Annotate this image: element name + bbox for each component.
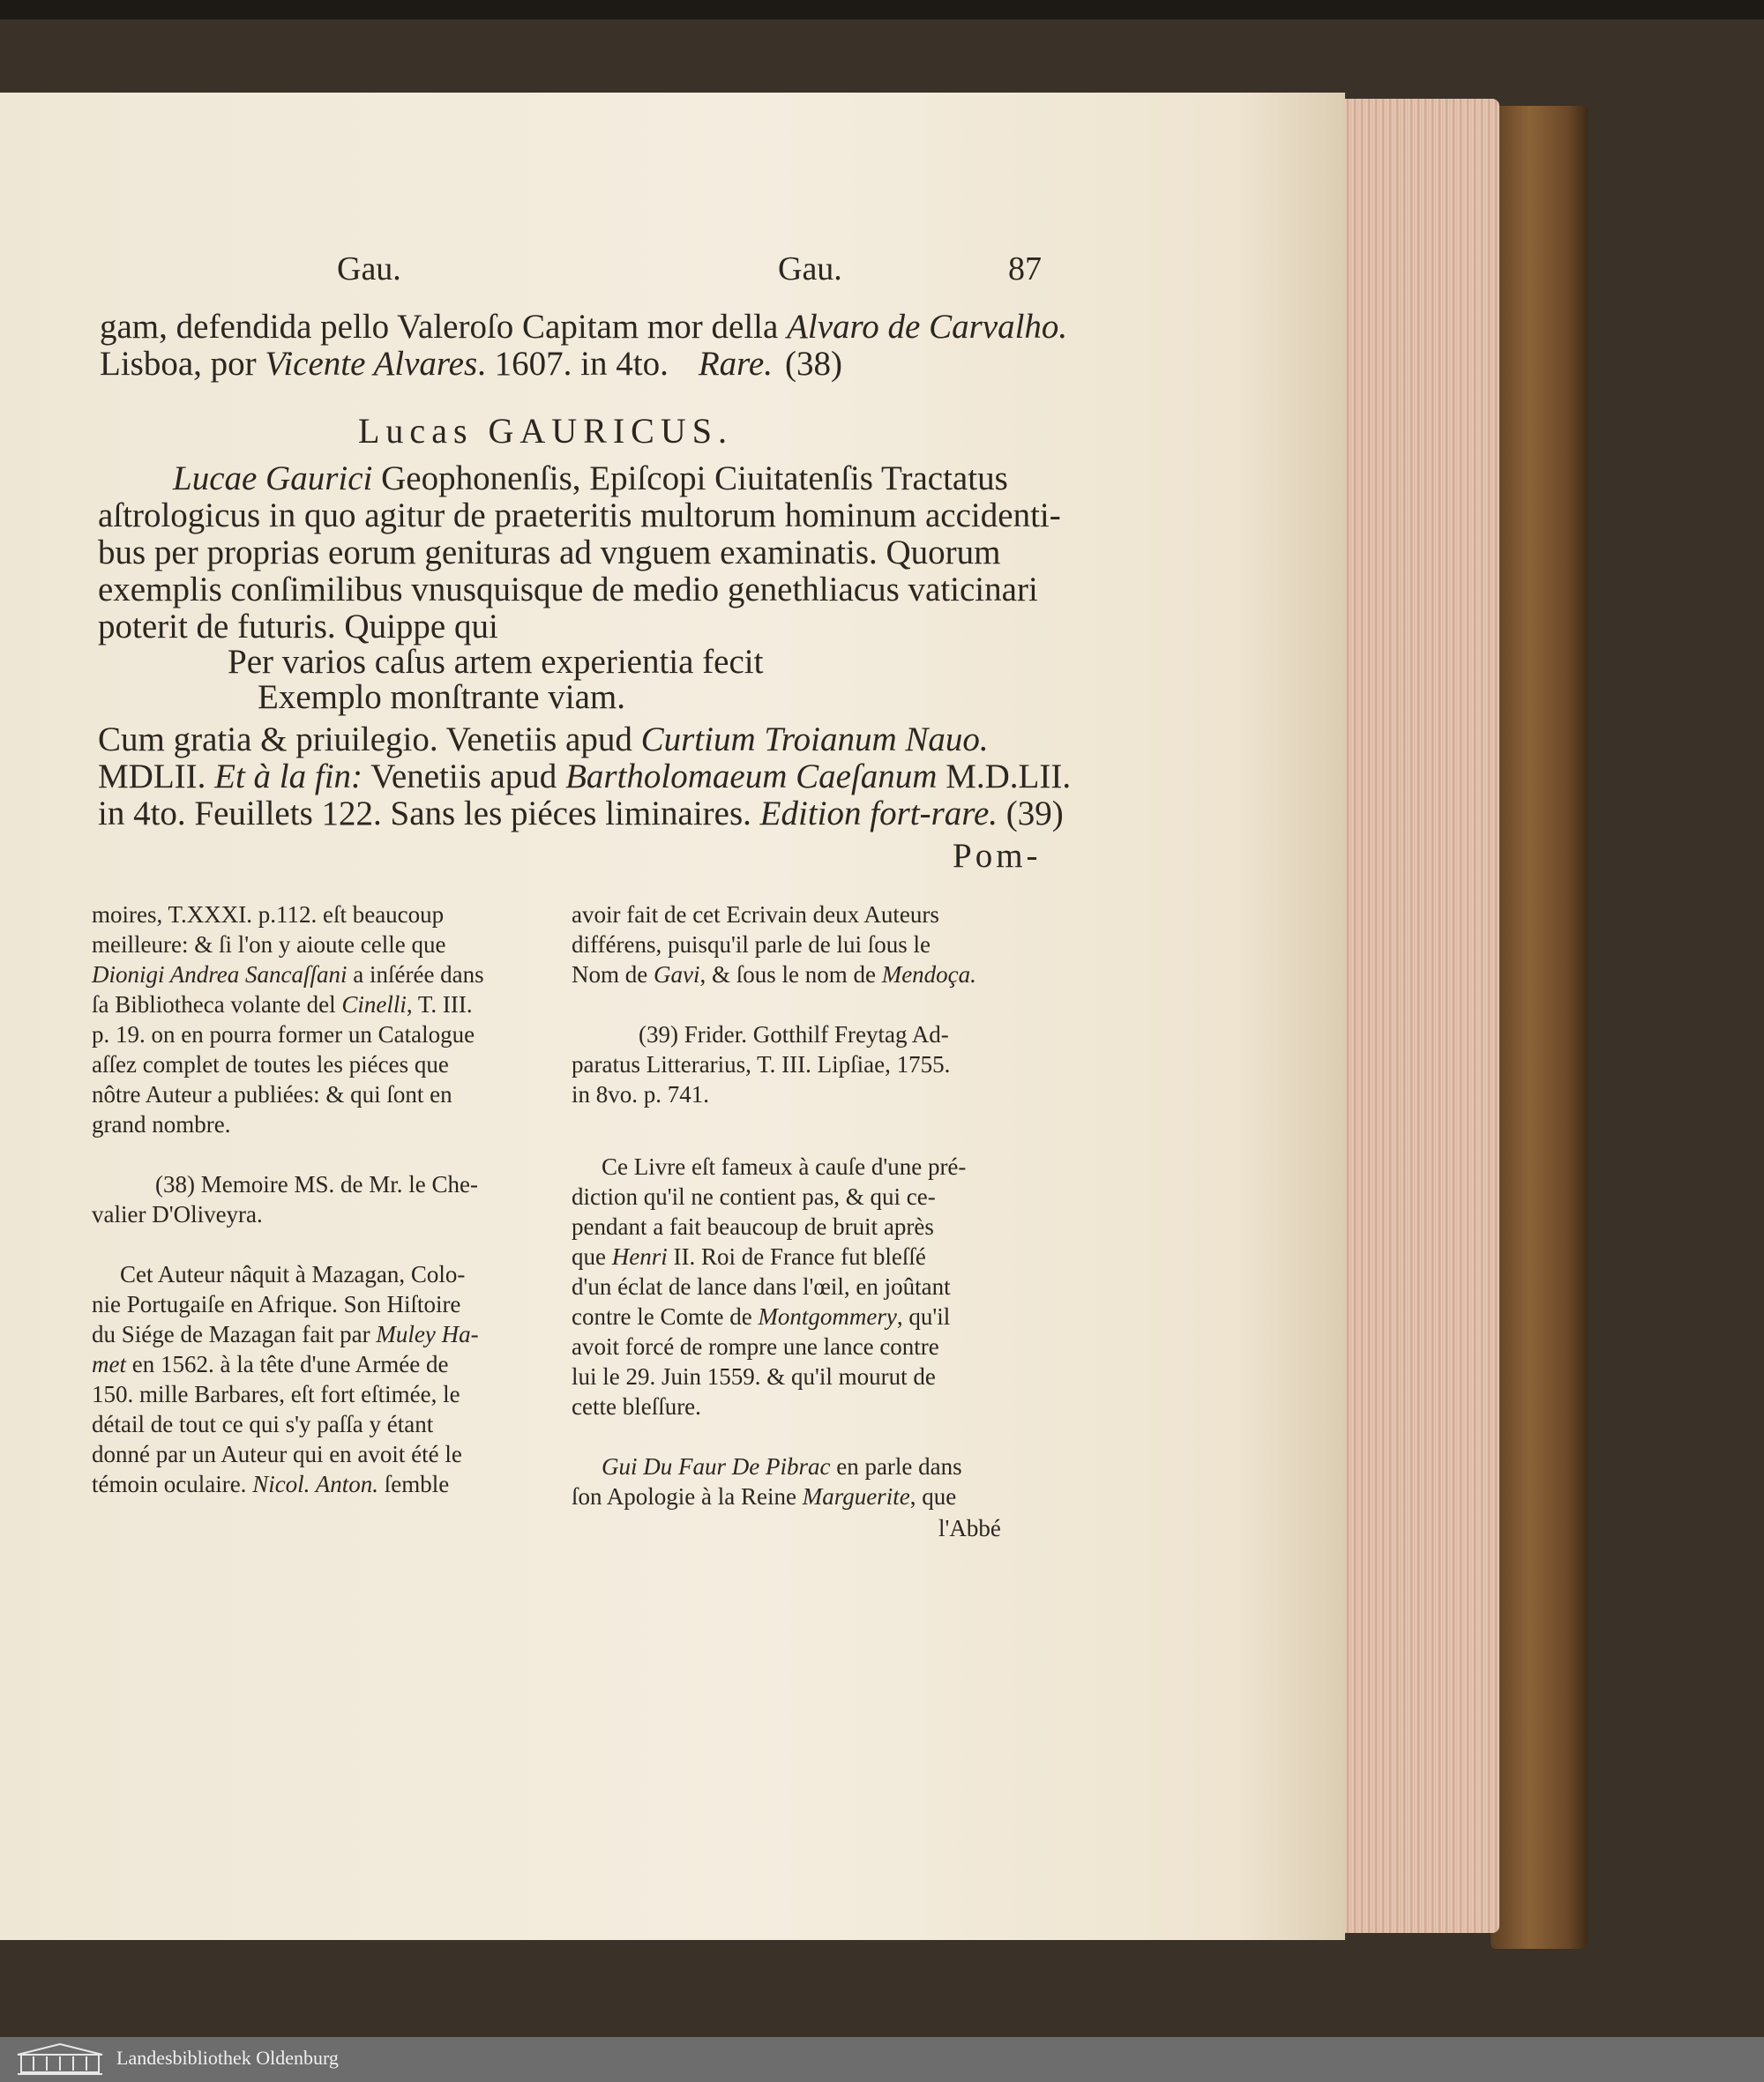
catchword-main: Pom- — [953, 837, 1042, 875]
right-col-p3-line-2: diction qu'il ne contient pas, & qui ce- — [572, 1183, 936, 1210]
right-col-p3-line-5: d'un éclat de lance dans l'œil, en joûtant — [572, 1273, 951, 1300]
right-col-p3-line-6: contre le Comte de Montgommery, qu'il — [572, 1303, 951, 1330]
catchword-right-column: l'Abbé — [938, 1515, 1001, 1541]
entry-title: Lucas GAURICUS. — [358, 411, 733, 451]
verse-line-1: Per varios caſus artem experientia fecit — [228, 643, 764, 681]
left-col-line-8: grand nombre. — [92, 1111, 231, 1138]
left-col-p3-line-1: Cet Auteur nâquit à Mazagan, Colo- — [120, 1261, 466, 1287]
top-entry-line-1: gam, defendida pello Valeroſo Capitam mor della Alvaro de Carvalho. — [100, 308, 1068, 346]
page-edges — [1336, 99, 1499, 1933]
right-col-p3-line-3: pendant a fait beaucoup de bruit après — [572, 1213, 934, 1240]
footnote-38-line-1: (38) Memoire MS. de Mr. le Che- — [155, 1171, 478, 1198]
book-cover-edge — [1491, 106, 1588, 1949]
right-col-p3-line-8: lui le 29. Juin 1559. & qu'il mourut de — [572, 1363, 936, 1390]
running-head-left: Gau. — [337, 250, 401, 287]
top-entry-line-2: Lisboa, por Vicente Alvares. 1607. in 4to. Rare. (38) — [100, 345, 842, 383]
left-col-p3-line-2: nie Portugaiſe en Afrique. Son Hiſtoire — [92, 1291, 461, 1317]
right-col-p3-line-4: que Henri II. Roi de France fut bleſſé — [572, 1243, 926, 1270]
library-building-icon — [16, 2042, 104, 2076]
entry-line-4: exemplis conſimilibus vnusquisque de medio genethliacus vaticinari — [98, 571, 1038, 608]
left-col-p3-line-8: témoin oculaire. Nicol. Anton. ſemble — [92, 1471, 450, 1497]
library-name: Landesbibliothek Oldenburg — [116, 2047, 339, 2069]
left-col-line-6: aſſez complet de toutes les piéces que — [92, 1051, 449, 1078]
footnote-38-line-2: valier D'Oliveyra. — [92, 1201, 263, 1228]
left-col-line-7: nôtre Auteur a publiées: & qui ſont en — [92, 1081, 452, 1108]
left-col-p3-line-6: détail de tout ce qui s'y paſſa y étant — [92, 1411, 434, 1437]
left-col-line-2: meilleure: & ſi l'on y aioute celle que — [92, 931, 446, 958]
left-col-line-3: Dionigi Andrea Sancaſſani a inſérée dans — [92, 961, 484, 988]
footnote-39-line-3: in 8vo. p. 741. — [572, 1081, 710, 1108]
right-col-p4-line-1: Gui Du Faur De Pibrac en parle dans — [602, 1453, 962, 1480]
right-col-p3-line-7: avoit forcé de rompre une lance contre — [572, 1333, 939, 1360]
imprint-line-1: Cum gratia & priuilegio. Venetiis apud Curtium Troianum Nauo. — [98, 720, 989, 758]
left-col-p3-line-4: met en 1562. à la tête d'une Armée de — [92, 1351, 449, 1377]
footnote-39-line-2: paratus Litterarius, T. III. Lipſiae, 1755. — [572, 1051, 951, 1078]
verse-line-2: Exemplo monſtrante viam. — [258, 678, 625, 716]
page-number: 87 — [1008, 250, 1042, 287]
entry-line-3: bus per proprias eorum genituras ad vnguem examinatis. Quorum — [98, 534, 1001, 571]
right-col-line-1: avoir fait de cet Ecrivain deux Auteurs — [572, 901, 939, 928]
left-col-line-1: moires, T.XXXI. p.112. eſt beaucoup — [92, 901, 445, 928]
left-col-p3-line-5: 150. mille Barbares, eſt fort eſtimée, le — [92, 1381, 460, 1407]
right-col-line-2: différens, puisqu'il parle de lui ſous le — [572, 931, 931, 958]
left-col-line-4: ſa Bibliotheca volante del Cinelli, T. III. — [92, 991, 473, 1018]
running-head-center: Gau. — [778, 250, 842, 287]
footnote-39-line-1: (39) Frider. Gotthilf Freytag Ad- — [639, 1021, 949, 1048]
left-col-line-5: p. 19. on en pourra former un Catalogue — [92, 1021, 475, 1048]
left-col-p3-line-7: donné par un Auteur qui en avoit été le — [92, 1441, 462, 1467]
imprint-line-2: MDLII. Et à la fin: Venetiis apud Bartholomaeum Caeſanum M.D.LII. — [98, 757, 1072, 795]
right-col-p3-line-9: cette bleſſure. — [572, 1393, 701, 1420]
right-col-line-3: Nom de Gavi, & ſous le nom de Mendoça. — [572, 961, 976, 988]
entry-line-2: aſtrologicus in quo agitur de praeteritis multorum hominum accidenti- — [98, 496, 1061, 534]
entry-line-1: Lucae Gaurici Geophonenſis, Epiſcopi Ciuitatenſis Tractatus — [173, 459, 1008, 497]
imprint-line-3: in 4to. Feuillets 122. Sans les piéces liminaires. Edition fort-rare. (39) — [98, 795, 1064, 832]
top-edge — [0, 0, 1764, 19]
left-col-p3-line-3: du Siége de Mazagan fait par Muley Ha- — [92, 1321, 479, 1347]
right-col-p3-line-1: Ce Livre eſt fameux à cauſe d'une pré- — [602, 1153, 967, 1180]
right-col-p4-line-2: ſon Apologie à la Reine Marguerite, que — [572, 1483, 957, 1510]
entry-line-5: poterit de futuris. Quippe qui — [98, 608, 498, 645]
